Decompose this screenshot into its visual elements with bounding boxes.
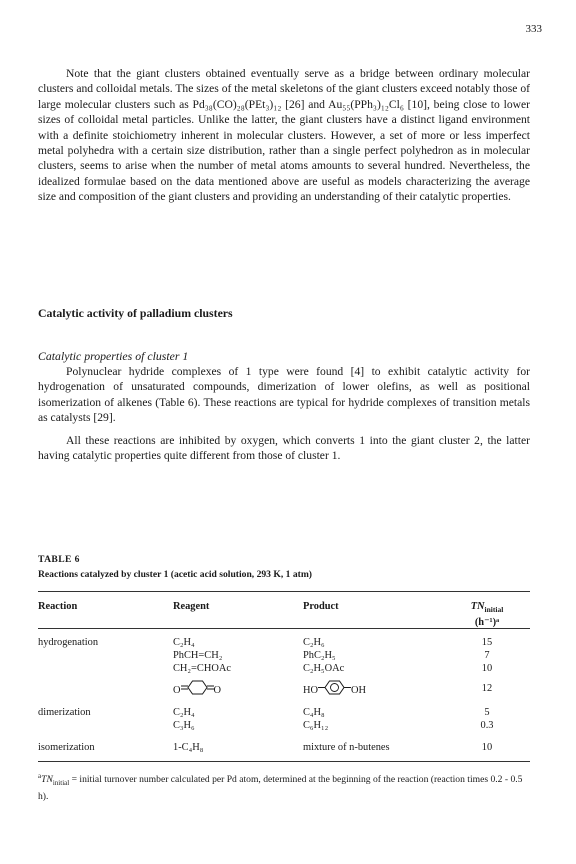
quinone-oxygen-right: O [213,685,222,696]
header-reaction: Reaction [38,601,78,612]
header-tn-initial [454,601,520,629]
tn-hydrogenation-styrene: 7 [484,650,490,661]
hydroquinone-ring-icon [318,680,351,696]
quinone-oxygen-left: O [173,685,181,696]
tn-isomerization: 10 [481,742,493,753]
paragraph-oxygen-inhibition [38,433,530,464]
paragraph-giant-clusters [38,66,530,205]
paragraph-hydride-complexes [38,364,530,426]
reaction-dimerization: dimerization [38,707,91,718]
reaction-hydrogenation: hydrogenation [38,637,99,648]
table-header-rule [38,628,530,629]
header-reagent: Reagent [173,601,210,612]
footnote-symbol: TN [41,774,53,786]
reagent-1-butene: 1-C₄H₈ [173,742,204,753]
product-butenes-mixture: mixture of n-butenes [303,742,390,753]
reagent-ethylene-dimer: C₂H₄ [173,707,195,718]
table-footnote [38,770,530,803]
product-ethylbenzene: PhC₂H₅ [303,650,336,661]
paragraph-text: All these reactions are inhibited by oxygen, which converts 1 into the giant cluster 2, the latter having catalytic properties quite different from those of cluster 1. [38,434,530,463]
tn-dimerization-ethylene: 5 [484,707,490,718]
reagent-propylene: C₃H₆ [173,720,195,731]
table-caption [38,552,530,582]
paragraph-text: Note that the giant clusters obtained eventually serve as a bridge between ordinary molecular clusters and colloidal metals. The sizes of the metal skeletons of the giant clusters exceed notably those of large molecular clusters such as Pd₃₈(CO)₂₈(PEt₃)₁₂ [26] and Au₅₅(PPh₃)₁₂Cl₆ [10], being close to lower sizes of colloidal metal particles. Unlike the latter, the giant clusters have a distinct ligand environment with a definite stoichiometry inherent in molecular clusters. However, a set of more or less imperfect metal polyhedra with a certain size distribution, rather than a single perfect polyhedron as in molecular clusters, seems to arise when the number of metal atoms amounts to several hundred. Nevertheless, the idealized formulae based on the data mentioned above are useful as models characterizing the average size and composition of the giant clusters and providing an understanding of their catalytic properties. [38,67,530,204]
product-hydroquinone-structure [303,680,366,698]
table-bottom-rule [38,761,530,762]
tn-hydrogenation-ethylene: 15 [481,637,493,648]
product-ethane: C₂H₆ [303,637,325,648]
tn-dimerization-propylene: 0.3 [480,720,494,731]
footnote-mark: a [38,772,42,780]
tn-hydrogenation-quinone: 12 [481,683,493,694]
section-heading: Catalytic activity of palladium clusters [38,306,233,320]
reagent-quinone-structure [173,680,221,698]
product-ethyl-acetate: C₂H₅OAc [303,663,345,674]
header-product: Product [303,601,339,612]
reagent-vinyl-acetate: CH₂=CHOAc [173,663,231,674]
tn-symbol: TN [470,601,485,612]
product-butene: C₄H₈ [303,707,325,718]
hydroquinone-oh: OH [351,685,367,696]
product-hexene: C₆H₁₂ [303,720,329,731]
paragraph-text: Polynuclear hydride complexes of 1 type were found [4] to exhibit catalytic activity for hydrogenation of unsaturated compounds, dimerization of lower olefins, as well as positional isomerization of alkenes (Table 6). These reactions are typical for hydride complexes of transition metals as catalysts [29]. [38,365,530,425]
tn-subscript: initial [484,605,504,615]
quinone-ring-icon [181,680,214,696]
hydroquinone-ho: HO [303,685,319,696]
tn-unit: (h⁻¹)ᵃ [474,616,500,628]
footnote-symbol-subscript: initial [52,779,70,788]
subsection-heading: Catalytic properties of cluster 1 [38,349,189,363]
reaction-isomerization: isomerization [38,742,95,753]
table-top-rule [38,591,530,592]
table-title: Reactions catalyzed by cluster 1 (acetic acid solution, 293 K, 1 atm) [38,569,313,580]
tn-hydrogenation-vinyl-acetate: 10 [481,663,493,674]
footnote-text: = initial turnover number calculated per Pd atom, determined at the beginning of the reaction (reaction times 0.2 - 0.5 h). [38,774,523,803]
table-label: TABLE 6 [38,554,80,565]
reagent-styrene: PhCH=CH₂ [173,650,223,661]
reagent-ethylene: C₂H₄ [173,637,195,648]
page-number: 333 [525,23,542,35]
